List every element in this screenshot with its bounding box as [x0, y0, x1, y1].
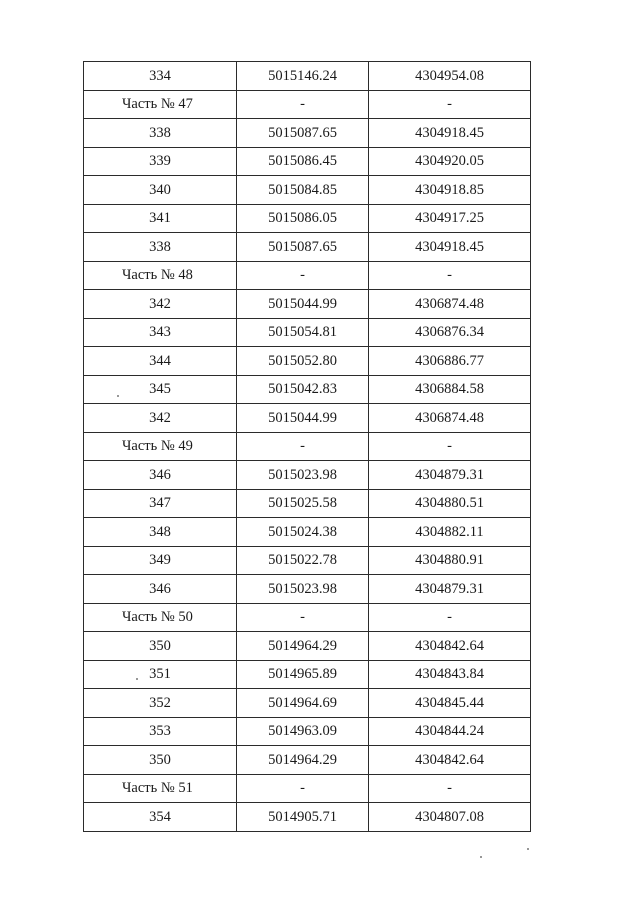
point-number-cell: 351 [84, 660, 237, 689]
x-coordinate-cell: 5015024.38 [237, 518, 369, 547]
table-row [84, 546, 531, 575]
x-coordinate-cell: - [237, 603, 369, 632]
point-number-cell: 339 [84, 147, 237, 176]
y-coordinate-cell: 4304879.31 [369, 461, 531, 490]
table-row [84, 290, 531, 319]
table-row [84, 176, 531, 205]
point-number-cell: 343 [84, 318, 237, 347]
x-coordinate-cell: - [237, 261, 369, 290]
table-row [84, 233, 531, 262]
y-coordinate-cell: - [369, 432, 531, 461]
table-row [84, 147, 531, 176]
point-number-cell: 346 [84, 575, 237, 604]
y-coordinate-cell: 4304842.64 [369, 632, 531, 661]
scan-speck [136, 678, 138, 680]
y-coordinate-cell: 4304880.91 [369, 546, 531, 575]
table-row [84, 689, 531, 718]
y-coordinate-cell: 4304918.85 [369, 176, 531, 205]
table-row [84, 803, 531, 832]
x-coordinate-cell: 5015087.65 [237, 119, 369, 148]
part-header-row [84, 774, 531, 803]
point-number-cell: 340 [84, 176, 237, 205]
point-number-cell: 352 [84, 689, 237, 718]
y-coordinate-cell: 4306874.48 [369, 404, 531, 433]
part-header-row [84, 432, 531, 461]
y-coordinate-cell: 4304918.45 [369, 119, 531, 148]
point-number-cell: 350 [84, 746, 237, 775]
point-number-cell: 347 [84, 489, 237, 518]
table-row [84, 575, 531, 604]
point-number-cell: 334 [84, 62, 237, 91]
x-coordinate-cell: 5014964.69 [237, 689, 369, 718]
table-row [84, 204, 531, 233]
table-row [84, 404, 531, 433]
x-coordinate-cell: 5015086.05 [237, 204, 369, 233]
coordinates-table [83, 61, 531, 832]
point-number-cell: 353 [84, 717, 237, 746]
x-coordinate-cell: 5014964.29 [237, 746, 369, 775]
x-coordinate-cell: 5015025.58 [237, 489, 369, 518]
x-coordinate-cell: 5015044.99 [237, 290, 369, 319]
table-row [84, 119, 531, 148]
table-row [84, 318, 531, 347]
y-coordinate-cell: 4304882.11 [369, 518, 531, 547]
x-coordinate-cell: 5014963.09 [237, 717, 369, 746]
y-coordinate-cell: 4306876.34 [369, 318, 531, 347]
x-coordinate-cell: 5015023.98 [237, 461, 369, 490]
x-coordinate-cell: 5015023.98 [237, 575, 369, 604]
point-number-cell: 342 [84, 290, 237, 319]
y-coordinate-cell: - [369, 261, 531, 290]
part-label-cell: Часть № 51 [84, 774, 237, 803]
x-coordinate-cell: 5015084.85 [237, 176, 369, 205]
x-coordinate-cell: 5015087.65 [237, 233, 369, 262]
point-number-cell: 349 [84, 546, 237, 575]
x-coordinate-cell: - [237, 432, 369, 461]
part-label-cell: Часть № 50 [84, 603, 237, 632]
table-row [84, 660, 531, 689]
x-coordinate-cell: 5015146.24 [237, 62, 369, 91]
table-row [84, 461, 531, 490]
x-coordinate-cell: 5015042.83 [237, 375, 369, 404]
y-coordinate-cell: 4304842.64 [369, 746, 531, 775]
x-coordinate-cell: - [237, 90, 369, 119]
point-number-cell: 350 [84, 632, 237, 661]
y-coordinate-cell: 4304843.84 [369, 660, 531, 689]
table-row [84, 347, 531, 376]
part-header-row [84, 261, 531, 290]
table-row [84, 489, 531, 518]
point-number-cell: 345 [84, 375, 237, 404]
y-coordinate-cell: 4304917.25 [369, 204, 531, 233]
y-coordinate-cell: 4306884.58 [369, 375, 531, 404]
point-number-cell: 346 [84, 461, 237, 490]
y-coordinate-cell: 4304844.24 [369, 717, 531, 746]
x-coordinate-cell: 5014965.89 [237, 660, 369, 689]
point-number-cell: 342 [84, 404, 237, 433]
point-number-cell: 344 [84, 347, 237, 376]
y-coordinate-cell: - [369, 90, 531, 119]
y-coordinate-cell: 4304920.05 [369, 147, 531, 176]
scan-speck [480, 856, 482, 858]
point-number-cell: 348 [84, 518, 237, 547]
part-header-row [84, 603, 531, 632]
coordinates-table-body [84, 62, 531, 832]
table-row [84, 717, 531, 746]
x-coordinate-cell: - [237, 774, 369, 803]
scan-speck [527, 848, 529, 850]
x-coordinate-cell: 5015086.45 [237, 147, 369, 176]
table-row [84, 62, 531, 91]
scan-speck [117, 395, 119, 397]
part-label-cell: Часть № 47 [84, 90, 237, 119]
y-coordinate-cell: 4304954.08 [369, 62, 531, 91]
y-coordinate-cell: 4304880.51 [369, 489, 531, 518]
y-coordinate-cell: 4304918.45 [369, 233, 531, 262]
x-coordinate-cell: 5015054.81 [237, 318, 369, 347]
y-coordinate-cell: 4304879.31 [369, 575, 531, 604]
table-row [84, 375, 531, 404]
point-number-cell: 354 [84, 803, 237, 832]
point-number-cell: 338 [84, 119, 237, 148]
x-coordinate-cell: 5015044.99 [237, 404, 369, 433]
part-label-cell: Часть № 48 [84, 261, 237, 290]
x-coordinate-cell: 5014964.29 [237, 632, 369, 661]
point-number-cell: 341 [84, 204, 237, 233]
table-row [84, 518, 531, 547]
y-coordinate-cell: 4304807.08 [369, 803, 531, 832]
x-coordinate-cell: 5015052.80 [237, 347, 369, 376]
part-label-cell: Часть № 49 [84, 432, 237, 461]
table-row [84, 746, 531, 775]
x-coordinate-cell: 5015022.78 [237, 546, 369, 575]
y-coordinate-cell: - [369, 774, 531, 803]
point-number-cell: 338 [84, 233, 237, 262]
y-coordinate-cell: 4306874.48 [369, 290, 531, 319]
y-coordinate-cell: - [369, 603, 531, 632]
part-header-row [84, 90, 531, 119]
table-row [84, 632, 531, 661]
y-coordinate-cell: 4306886.77 [369, 347, 531, 376]
y-coordinate-cell: 4304845.44 [369, 689, 531, 718]
x-coordinate-cell: 5014905.71 [237, 803, 369, 832]
